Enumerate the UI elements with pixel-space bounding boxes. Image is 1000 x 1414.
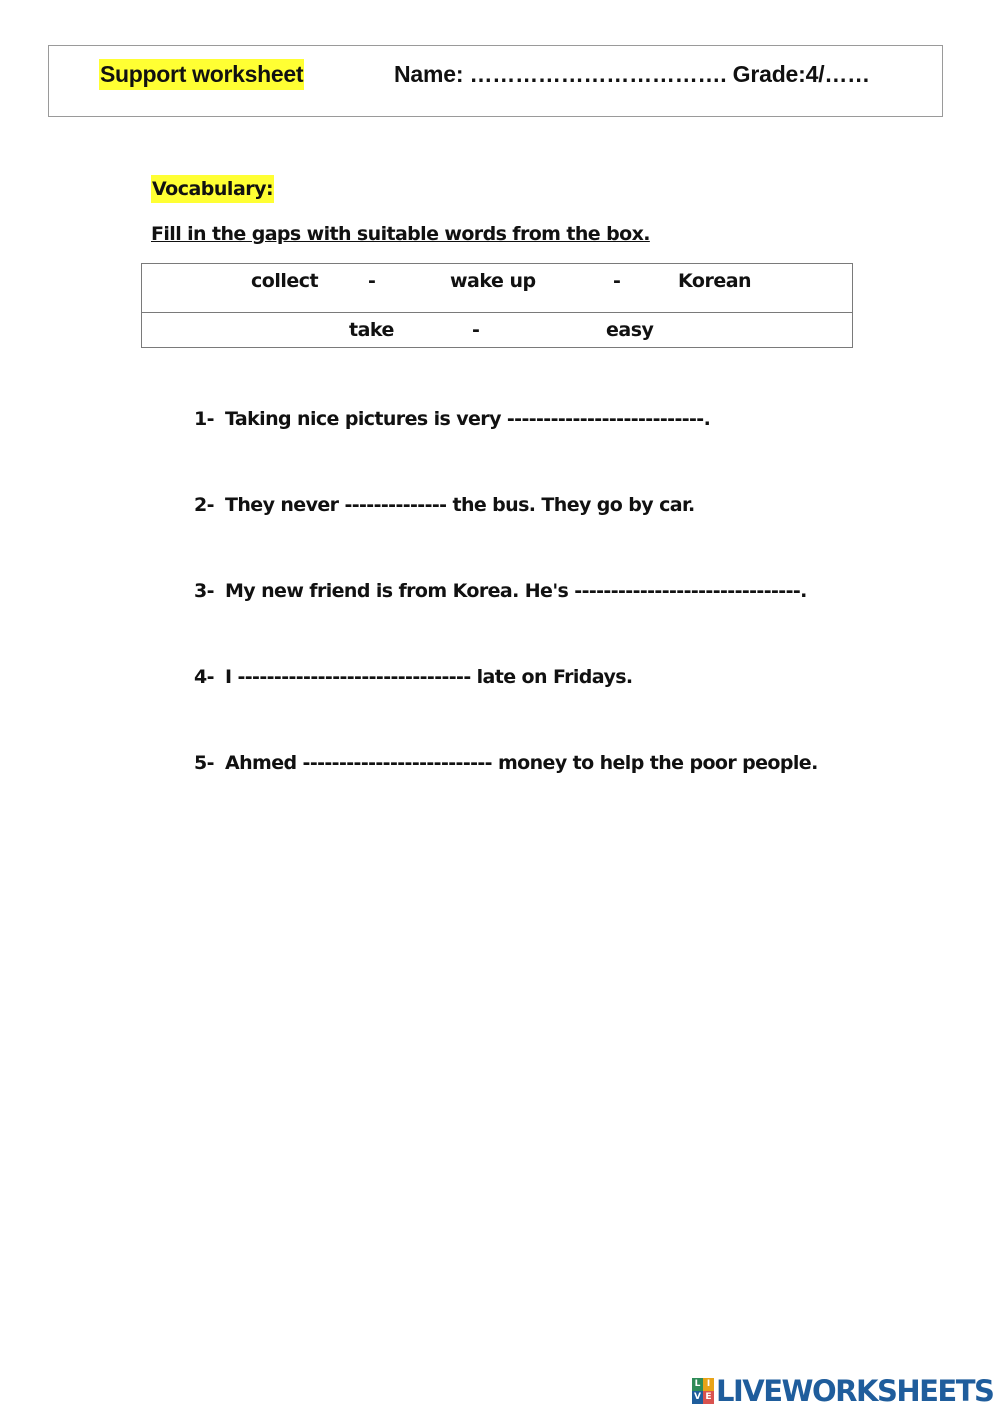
question-text: Taking nice pictures is very ---------------------------. [225,408,711,430]
question-text: They never -------------- the bus. They go by car. [225,494,695,516]
question-text: My new friend is from Korea. He's -------------------------------. [225,580,807,602]
logo-text: LIVEWORKSHEETS [716,1374,994,1408]
word-separator: - [472,319,480,341]
question-4 [194,663,633,691]
question-1 [194,405,710,433]
instruction-text: Fill in the gaps with suitable words from the box. [151,223,650,245]
question-2 [194,491,695,519]
logo-blocks-icon: L I V E [692,1378,714,1404]
word-wake-up: wake up [450,270,536,292]
question-number: 3- [194,580,214,602]
question-number: 5- [194,752,214,774]
section-title: Vocabulary: [151,175,274,203]
word-take: take [349,319,394,341]
word-box [141,263,853,348]
question-3 [194,577,807,605]
word-easy: easy [606,319,654,341]
question-number: 4- [194,666,214,688]
question-number: 2- [194,494,214,516]
word-box-divider [142,312,852,313]
word-collect: collect [251,270,319,292]
question-text: Ahmed -------------------------- money to help the poor people. [225,752,818,774]
name-grade-field: Name: ……………………………. Grade:4/…… [394,61,870,87]
question-5 [194,749,818,777]
liveworksheets-logo[interactable] [692,1374,993,1408]
question-text: I -------------------------------- late on Fridays. [225,666,633,688]
word-separator: - [368,270,376,292]
worksheet-title: Support worksheet [99,59,304,90]
word-separator: - [613,270,621,292]
question-number: 1- [194,408,214,430]
word-korean: Korean [678,270,752,292]
